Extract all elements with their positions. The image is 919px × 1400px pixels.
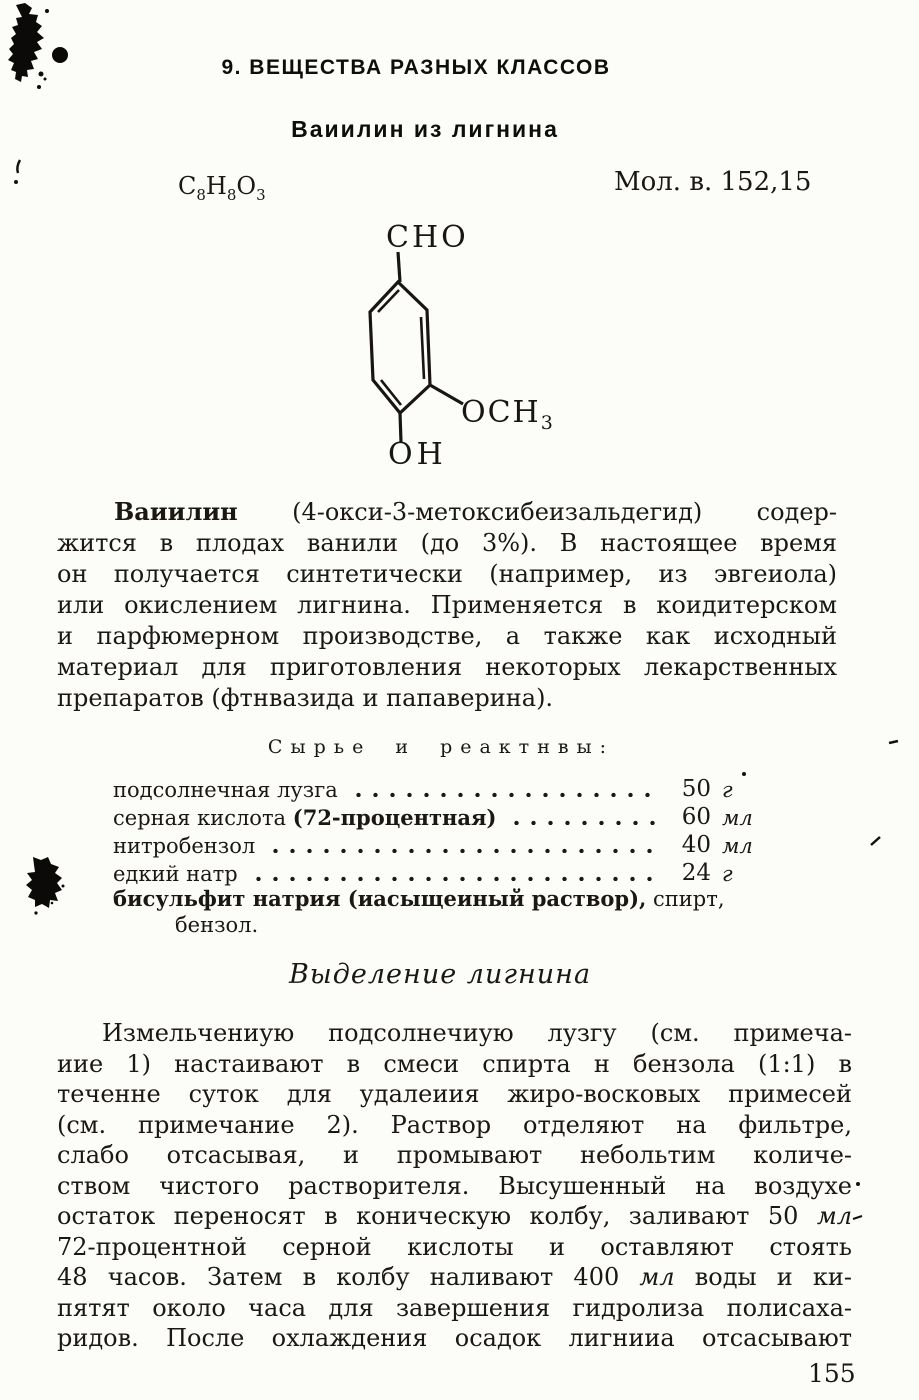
reagents-list (113, 774, 768, 940)
text-line: остаток переносят в коническую колбу, заливают 50 мл (57, 1202, 852, 1230)
reagent-name: серная кислота (113, 806, 293, 830)
reagent-unit: г (722, 862, 733, 886)
reagent-amount: 24 (681, 860, 711, 886)
dot-leader (508, 819, 657, 825)
reagent-name: подсолнечная лузга (113, 778, 338, 802)
procedure-paragraph (57, 1018, 852, 1354)
och-text: OCH (461, 395, 541, 430)
formula-subscript: 3 (256, 185, 266, 204)
bold-lead: Ваиилин (114, 497, 238, 526)
reagent-row (113, 802, 768, 830)
formula-subscript: 8 (226, 185, 237, 204)
formula-subscript: 8 (196, 185, 206, 204)
text-line: материал для приготовления некоторых лекарственных (57, 653, 837, 681)
formula-element: O (236, 172, 257, 200)
intro-paragraph (57, 496, 837, 714)
chemical-formula (178, 172, 266, 204)
reagent-row (113, 830, 768, 858)
unit-italic: мл (639, 1263, 675, 1291)
text-line: 72-процентной серной кислоты и оставляют стоять (57, 1232, 852, 1261)
text-line: слабо отсасывая, и промывают небольтим количе- (57, 1141, 852, 1169)
reagent-amount: 50 (681, 776, 711, 802)
ink-blot-top-left (8, 3, 68, 89)
text-line: теченне суток для удалеиия жиро-восковых примесей (57, 1080, 852, 1108)
substituent-label-och3 (461, 395, 555, 434)
reagent-row (113, 913, 768, 940)
reagent-row (113, 858, 768, 886)
text-line: и парфюмерном производстве, а также как исходный (57, 622, 837, 650)
page-title: Ваиилин из лигнина (291, 116, 559, 142)
chapter-header: 9. ВЕЩЕСТВА РАЗНЫХ КЛАССОВ (221, 56, 611, 79)
substituent-label-cho: CHO (386, 220, 469, 255)
formula-element: C (178, 172, 197, 200)
dot-leader (250, 875, 657, 881)
formula-element: H (205, 172, 227, 200)
text-line: (см. примечание 2). Раствор отделяют на фильтре, (57, 1110, 852, 1139)
text-line: пятят около часа для завершения гидролиза полисаха- (57, 1293, 852, 1322)
double-bonds (378, 290, 424, 405)
text-line: 48 часов. Затем в колбу наливают 400 мл воды и ки- (57, 1263, 853, 1291)
dot-leader (267, 847, 657, 853)
reagent-name: нитробензол (113, 834, 256, 858)
molecular-weight: Мол. в. 152,15 (614, 167, 812, 197)
reagent-name-bold: (72-процентная) (292, 805, 497, 830)
reagent-unit: мл (722, 806, 753, 830)
reagent-unit: мл (722, 834, 753, 858)
page-number: 155 (808, 1359, 856, 1388)
substituent-label-oh: OH (388, 437, 447, 472)
och-subscript: 3 (540, 412, 555, 434)
reagent-unit: г (722, 778, 733, 802)
text-line: препаратов (фтнвазида и папаверина). (57, 684, 554, 712)
ink-marks-left-margin (14, 160, 20, 184)
reagent-row (113, 886, 768, 913)
text-line: или окислением лигнина. Применяется в коидитерском (57, 591, 837, 619)
text-line: он получается синтетически (например, из эвгеиола) (57, 560, 837, 588)
text-line: ством чистого растворителя. Высушенный на воздухе (57, 1171, 852, 1200)
text-line: иие 1) настаивают в смеси спирта н бензола (1:1) в (57, 1049, 852, 1078)
reagent-row (113, 774, 768, 802)
reagent-amount: 40 (681, 832, 711, 858)
reagent-name: спирт, (646, 887, 725, 911)
reagent-name: бензол. (175, 913, 259, 937)
reagents-heading: Сырье и реактнвы: (267, 736, 615, 758)
ink-blot-left-margin (26, 857, 65, 915)
text-line: ридов. После охлаждения осадок лигнииа отсасывают (57, 1324, 852, 1352)
reagent-name: едкий натр (113, 862, 238, 886)
dot-leader (350, 791, 657, 797)
reagent-name-bold: бисульфит натрия (иасыщеиный раствор), (113, 886, 647, 911)
text-line: Измельчениую подсолнечиую лузгу (см. примеча- (102, 1019, 852, 1047)
text-line: Ваиилин (4-окси-3-метоксибеизальдегид) содер- (114, 497, 837, 526)
structure-diagram (338, 212, 563, 477)
text-line: жится в плодах ванили (до 3%). В настоящее время (57, 529, 837, 557)
benzene-ring (370, 252, 463, 442)
section-heading: Выделение лигнина (288, 959, 592, 990)
reagent-amount: 60 (681, 804, 711, 830)
unit-italic: мл (816, 1202, 852, 1230)
